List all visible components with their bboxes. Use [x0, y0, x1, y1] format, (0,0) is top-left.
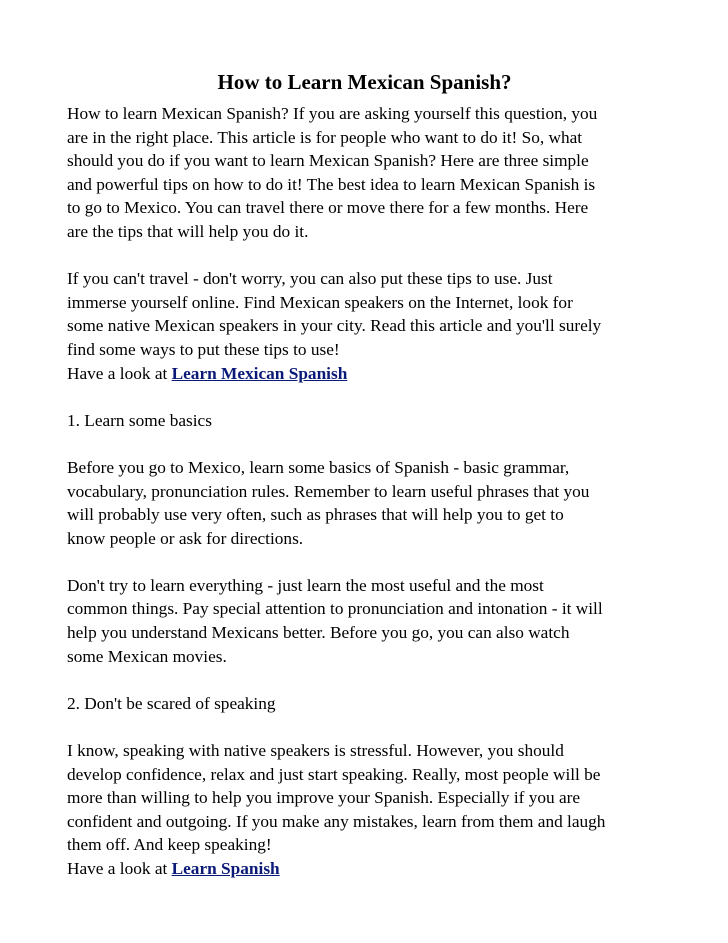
travel-paragraph	[67, 267, 688, 385]
section-heading-1	[67, 409, 688, 433]
section-heading-2	[67, 692, 688, 716]
have-a-look-text: Have a look at	[67, 859, 172, 878]
text-line: If you can't travel - don't worry, you can also put these tips to use. Just	[67, 269, 553, 289]
text-line: will probably use very often, such as phrases that will help you to get to	[67, 505, 564, 525]
text-line: know people or ask for directions.	[67, 528, 304, 548]
have-a-look-text: Have a look at	[67, 363, 172, 383]
text-line: some Mexican movies.	[67, 646, 227, 666]
text-line: some native Mexican speakers in your city. Read this article and you'll surely	[67, 316, 602, 336]
text-line: help you understand Mexicans better. Before you go, you can also watch	[67, 623, 570, 643]
text-line: Before you go to Mexico, learn some basics of Spanish - basic grammar,	[67, 457, 570, 477]
speaking-paragraph	[67, 739, 688, 881]
text-line: immerse yourself online. Find Mexican speakers on the Internet, look for	[67, 292, 573, 312]
text-line: Don't try to learn everything - just learn the most useful and the most	[67, 575, 544, 595]
text-line: I know, speaking with native speakers is stressful. However, you should	[67, 741, 564, 761]
text-line: common things. Pay special attention to pronunciation and intonation - it will	[67, 599, 603, 619]
heading-text: 1. Learn some basics	[67, 410, 212, 430]
text-line: and powerful tips on how to do it! The best idea to learn Mexican Spanish is	[67, 174, 596, 194]
have-a-look-line	[67, 362, 688, 386]
text-line: How to learn Mexican Spanish? If you are asking yourself this question, you	[67, 104, 598, 123]
learning-tips-paragraph	[67, 574, 688, 668]
article-title: How to Learn Mexican Spanish?	[217, 70, 512, 94]
text-line: find some ways to put these tips to use!	[67, 339, 340, 359]
text-line: confident and outgoing. If you make any mistakes, learn from them and laugh	[67, 811, 606, 831]
text-line: to go to Mexico. You can travel there or move there for a few months. Here	[67, 198, 589, 218]
text-line: more than willing to help you improve your Spanish. Especially if you are	[67, 788, 581, 808]
text-line: them off. And keep speaking!	[67, 835, 272, 855]
learn-mexican-spanish-link[interactable]: Learn Mexican Spanish	[171, 363, 348, 383]
text-line: vocabulary, pronunciation rules. Remember to learn useful phrases that you	[67, 481, 590, 501]
text-line: are the tips that will help you do it.	[67, 221, 309, 241]
text-line: are in the right place. This article is for people who want to do it! So, what	[67, 127, 583, 147]
basics-paragraph	[67, 456, 688, 550]
intro-paragraph	[67, 102, 688, 244]
heading-text: 2. Don't be scared of speaking	[67, 693, 276, 713]
text-line: develop confidence, relax and just start speaking. Really, most people will be	[67, 764, 601, 784]
have-a-look-line	[67, 857, 688, 881]
learn-spanish-link[interactable]: Learn Spanish	[171, 859, 280, 878]
text-line: should you do if you want to learn Mexican Spanish? Here are three simple	[67, 151, 589, 171]
